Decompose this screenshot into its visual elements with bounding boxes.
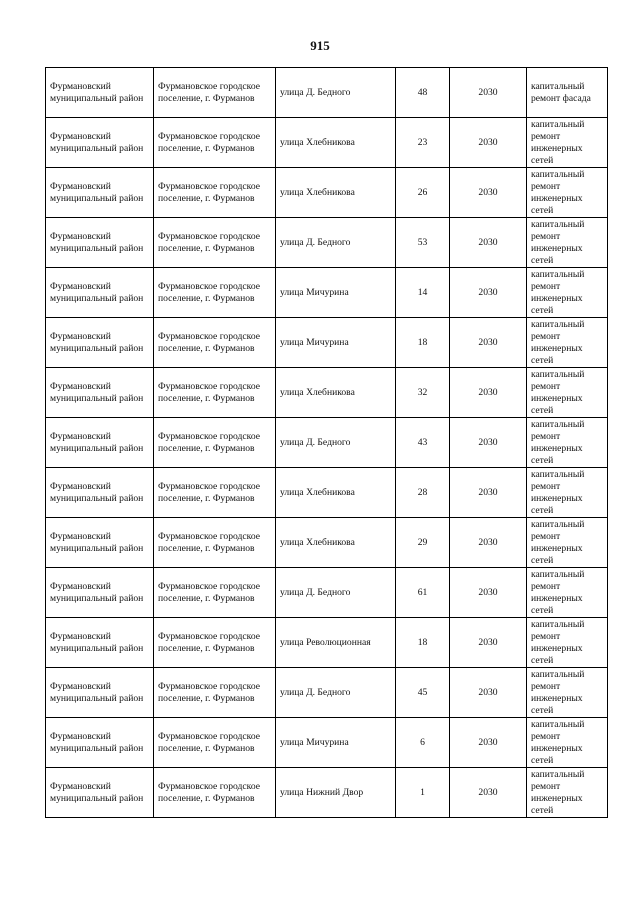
settlement-cell: Фурмановское городское поселение, г. Фурманов	[154, 568, 276, 618]
house-number-cell: 45	[396, 668, 450, 718]
table-row	[46, 268, 608, 318]
district-cell: Фурмановский муниципальный район	[46, 668, 154, 718]
housing-repair-table	[45, 67, 608, 818]
district-cell: Фурмановский муниципальный район	[46, 518, 154, 568]
table-row	[46, 218, 608, 268]
settlement-cell: Фурмановское городское поселение, г. Фурманов	[154, 318, 276, 368]
district-cell: Фурмановский муниципальный район	[46, 468, 154, 518]
table-row	[46, 168, 608, 218]
district-cell: Фурмановский муниципальный район	[46, 618, 154, 668]
street-cell: улица Д. Бедного	[276, 668, 396, 718]
house-number-cell: 48	[396, 68, 450, 118]
street-cell: улица Мичурина	[276, 268, 396, 318]
district-cell: Фурмановский муниципальный район	[46, 318, 154, 368]
district-cell: Фурмановский муниципальный район	[46, 368, 154, 418]
work-type-cell: капитальный ремонт инженерных сетей	[527, 468, 608, 518]
district-cell: Фурмановский муниципальный район	[46, 168, 154, 218]
year-cell: 2030	[450, 668, 527, 718]
work-type-cell: капитальный ремонт инженерных сетей	[527, 268, 608, 318]
table-row	[46, 368, 608, 418]
house-number-cell: 14	[396, 268, 450, 318]
house-number-cell: 18	[396, 318, 450, 368]
work-type-cell: капитальный ремонт инженерных сетей	[527, 218, 608, 268]
settlement-cell: Фурмановское городское поселение, г. Фурманов	[154, 468, 276, 518]
settlement-cell: Фурмановское городское поселение, г. Фурманов	[154, 218, 276, 268]
year-cell: 2030	[450, 518, 527, 568]
year-cell: 2030	[450, 618, 527, 668]
street-cell: улица Мичурина	[276, 718, 396, 768]
year-cell: 2030	[450, 468, 527, 518]
table-row	[46, 718, 608, 768]
street-cell: улица Нижний Двор	[276, 768, 396, 818]
settlement-cell: Фурмановское городское поселение, г. Фурманов	[154, 68, 276, 118]
street-cell: улица Д. Бедного	[276, 218, 396, 268]
work-type-cell: капитальный ремонт фасада	[527, 68, 608, 118]
settlement-cell: Фурмановское городское поселение, г. Фурманов	[154, 718, 276, 768]
street-cell: улица Хлебникова	[276, 368, 396, 418]
house-number-cell: 26	[396, 168, 450, 218]
table-row	[46, 318, 608, 368]
district-cell: Фурмановский муниципальный район	[46, 768, 154, 818]
year-cell: 2030	[450, 418, 527, 468]
year-cell: 2030	[450, 768, 527, 818]
page-number: 915	[310, 38, 330, 53]
table-row	[46, 518, 608, 568]
year-cell: 2030	[450, 218, 527, 268]
settlement-cell: Фурмановское городское поселение, г. Фурманов	[154, 618, 276, 668]
year-cell: 2030	[450, 318, 527, 368]
work-type-cell: капитальный ремонт инженерных сетей	[527, 168, 608, 218]
settlement-cell: Фурмановское городское поселение, г. Фурманов	[154, 268, 276, 318]
district-cell: Фурмановский муниципальный район	[46, 68, 154, 118]
year-cell: 2030	[450, 168, 527, 218]
house-number-cell: 1	[396, 768, 450, 818]
year-cell: 2030	[450, 368, 527, 418]
settlement-cell: Фурмановское городское поселение, г. Фурманов	[154, 168, 276, 218]
house-number-cell: 61	[396, 568, 450, 618]
district-cell: Фурмановский муниципальный район	[46, 418, 154, 468]
street-cell: улица Д. Бедного	[276, 418, 396, 468]
district-cell: Фурмановский муниципальный район	[46, 218, 154, 268]
district-cell: Фурмановский муниципальный район	[46, 268, 154, 318]
street-cell: улица Хлебникова	[276, 468, 396, 518]
street-cell: улица Д. Бедного	[276, 568, 396, 618]
year-cell: 2030	[450, 568, 527, 618]
settlement-cell: Фурмановское городское поселение, г. Фурманов	[154, 768, 276, 818]
table-row	[46, 768, 608, 818]
settlement-cell: Фурмановское городское поселение, г. Фурманов	[154, 418, 276, 468]
street-cell: улица Хлебникова	[276, 518, 396, 568]
house-number-cell: 28	[396, 468, 450, 518]
house-number-cell: 43	[396, 418, 450, 468]
house-number-cell: 6	[396, 718, 450, 768]
district-cell: Фурмановский муниципальный район	[46, 118, 154, 168]
table-row	[46, 568, 608, 618]
table-row	[46, 418, 608, 468]
street-cell: улица Хлебникова	[276, 168, 396, 218]
work-type-cell: капитальный ремонт инженерных сетей	[527, 768, 608, 818]
district-cell: Фурмановский муниципальный район	[46, 718, 154, 768]
table-row	[46, 68, 608, 118]
work-type-cell: капитальный ремонт инженерных сетей	[527, 418, 608, 468]
settlement-cell: Фурмановское городское поселение, г. Фурманов	[154, 118, 276, 168]
table-row	[46, 468, 608, 518]
house-number-cell: 53	[396, 218, 450, 268]
house-number-cell: 18	[396, 618, 450, 668]
street-cell: улица Хлебникова	[276, 118, 396, 168]
house-number-cell: 29	[396, 518, 450, 568]
table-row	[46, 618, 608, 668]
work-type-cell: капитальный ремонт инженерных сетей	[527, 318, 608, 368]
work-type-cell: капитальный ремонт инженерных сетей	[527, 518, 608, 568]
year-cell: 2030	[450, 268, 527, 318]
table-body	[46, 68, 608, 818]
work-type-cell: капитальный ремонт инженерных сетей	[527, 368, 608, 418]
work-type-cell: капитальный ремонт инженерных сетей	[527, 668, 608, 718]
settlement-cell: Фурмановское городское поселение, г. Фурманов	[154, 368, 276, 418]
table-row	[46, 118, 608, 168]
work-type-cell: капитальный ремонт инженерных сетей	[527, 118, 608, 168]
work-type-cell: капитальный ремонт инженерных сетей	[527, 618, 608, 668]
year-cell: 2030	[450, 68, 527, 118]
street-cell: улица Революционная	[276, 618, 396, 668]
street-cell: улица Д. Бедного	[276, 68, 396, 118]
work-type-cell: капитальный ремонт инженерных сетей	[527, 718, 608, 768]
district-cell: Фурмановский муниципальный район	[46, 568, 154, 618]
year-cell: 2030	[450, 118, 527, 168]
street-cell: улица Мичурина	[276, 318, 396, 368]
work-type-cell: капитальный ремонт инженерных сетей	[527, 568, 608, 618]
table-row	[46, 668, 608, 718]
year-cell: 2030	[450, 718, 527, 768]
house-number-cell: 23	[396, 118, 450, 168]
settlement-cell: Фурмановское городское поселение, г. Фурманов	[154, 668, 276, 718]
settlement-cell: Фурмановское городское поселение, г. Фурманов	[154, 518, 276, 568]
house-number-cell: 32	[396, 368, 450, 418]
